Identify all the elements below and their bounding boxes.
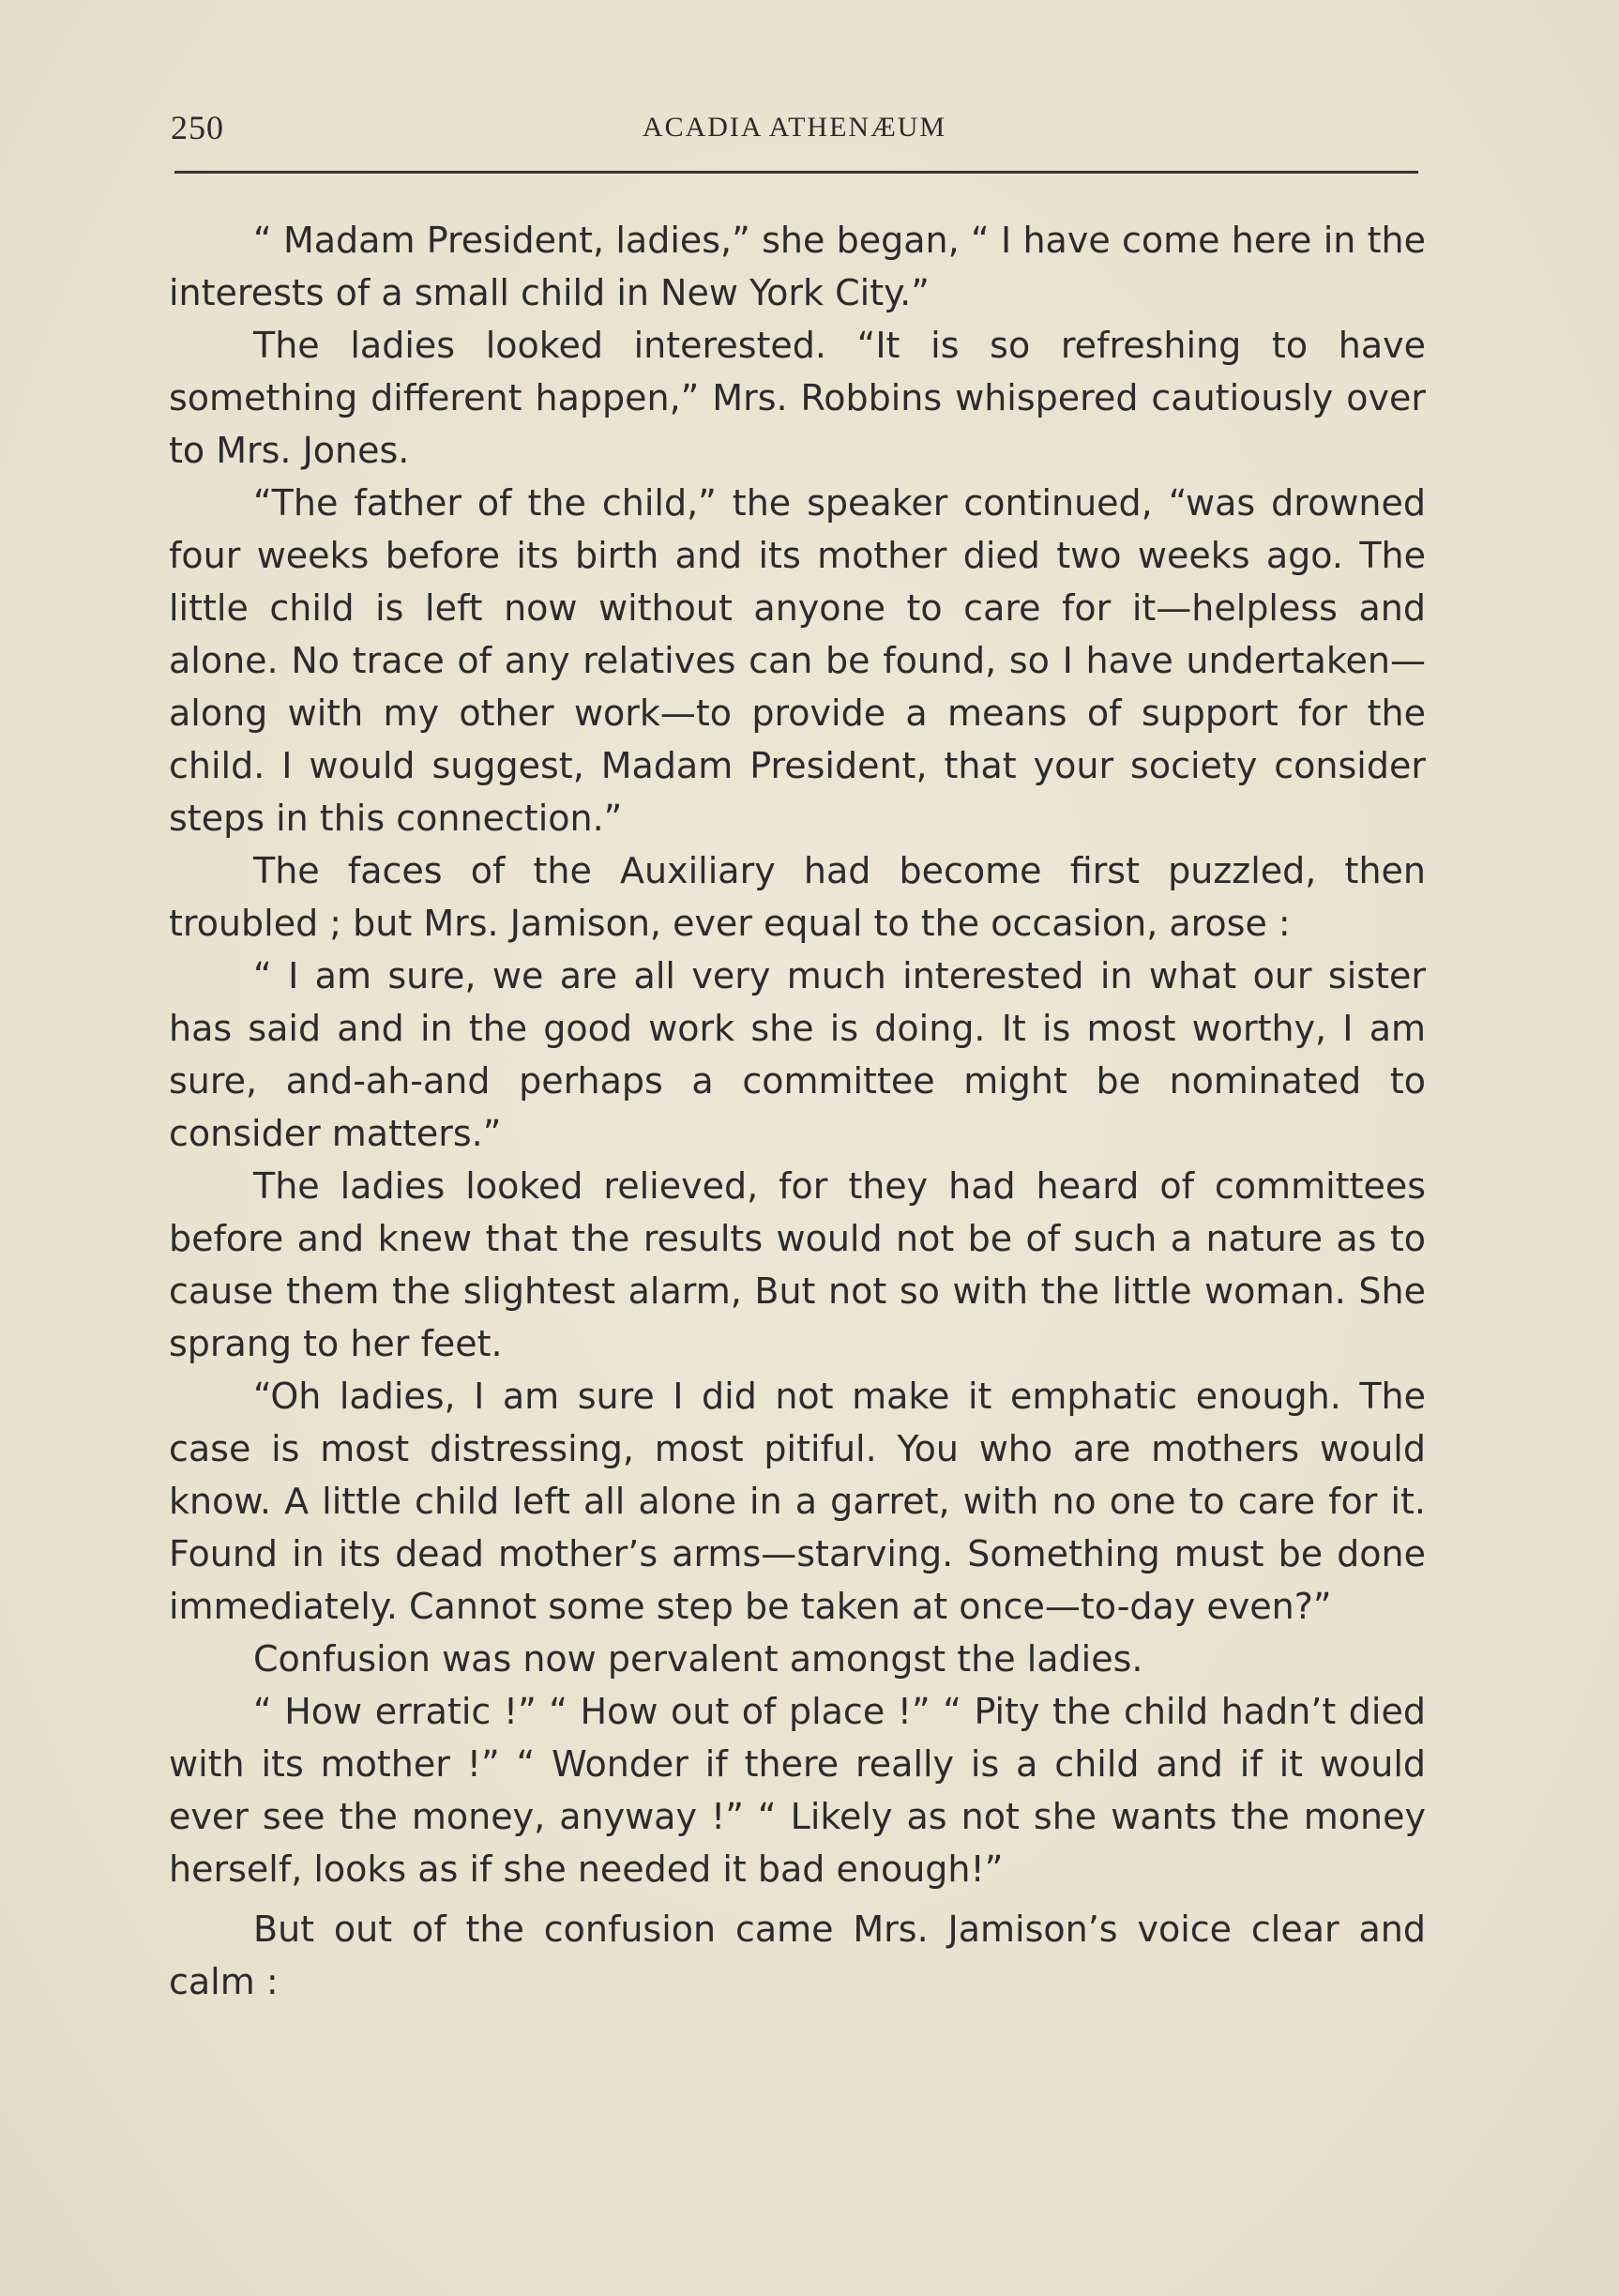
paragraph: Confusion was now pervalent amongst the ladies. <box>253 1638 1143 1680</box>
body-text <box>169 214 1426 2008</box>
journal-title: ACADIA ATHENÆUM <box>642 112 947 143</box>
paragraph: “Oh ladies, I am sure I did not make it emphatic enough. The case is most distressing, most pitiful. You who are mothers would know. A little child left all alone in a garret, with no one to care for it. Found in its dead mother’s arms—starving. Something must be done immediately. Cannot some step be taken at once—to-day even?” <box>169 1376 1426 1627</box>
header-rule <box>174 171 1418 174</box>
paragraph: “ Madam President, ladies,” she began, “ I have come here in the interests of a small child in New York City.” <box>169 220 1426 313</box>
running-head <box>171 108 1418 155</box>
paragraph: The ladies looked interested. “It is so refreshing to have something different happen,” Mrs. Robbins whispered cautiously over to Mrs. Jones. <box>169 325 1426 471</box>
paragraph: “ How erratic !” “ How out of place !” “ Pity the child hadn’t died with its mother !” “ Wonder if there really is a child and if it would ever see the money, anyway !” “ Likely as not she wants the money herself, looks as if she needed it bad enough!” <box>169 1691 1426 1890</box>
paragraph: “The father of the child,” the speaker continued, “was drowned four weeks before its birth and its mother died two weeks ago. The little child is left now without anyone to care for it—helpless and alone. No trace of any relatives can be found, so I have undertaken—along with my other work—to provide a means of support for the child. I would suggest, Madam President, that your society consider steps in this connection.” <box>169 482 1426 839</box>
paragraph: The ladies looked relieved, for they had heard of committees before and knew that the results would not be of such a nature as to cause them the slightest alarm, But not so with the little woman. She sprang to her feet. <box>169 1165 1426 1364</box>
page-number: 250 <box>171 109 224 146</box>
paragraph: But out of the confusion came Mrs. Jamison’s voice clear and calm : <box>169 1908 1426 2002</box>
paragraph: “ I am sure, we are all very much interested in what our sister has said and in the good work she is doing. It is most worthy, I am sure, and-ah-and perhaps a committee might be nominated to consider matters.” <box>169 955 1426 1154</box>
paragraph: The faces of the Auxiliary had become first puzzled, then troubled ; but Mrs. Jamison, ever equal to the occasion, arose : <box>169 850 1426 944</box>
